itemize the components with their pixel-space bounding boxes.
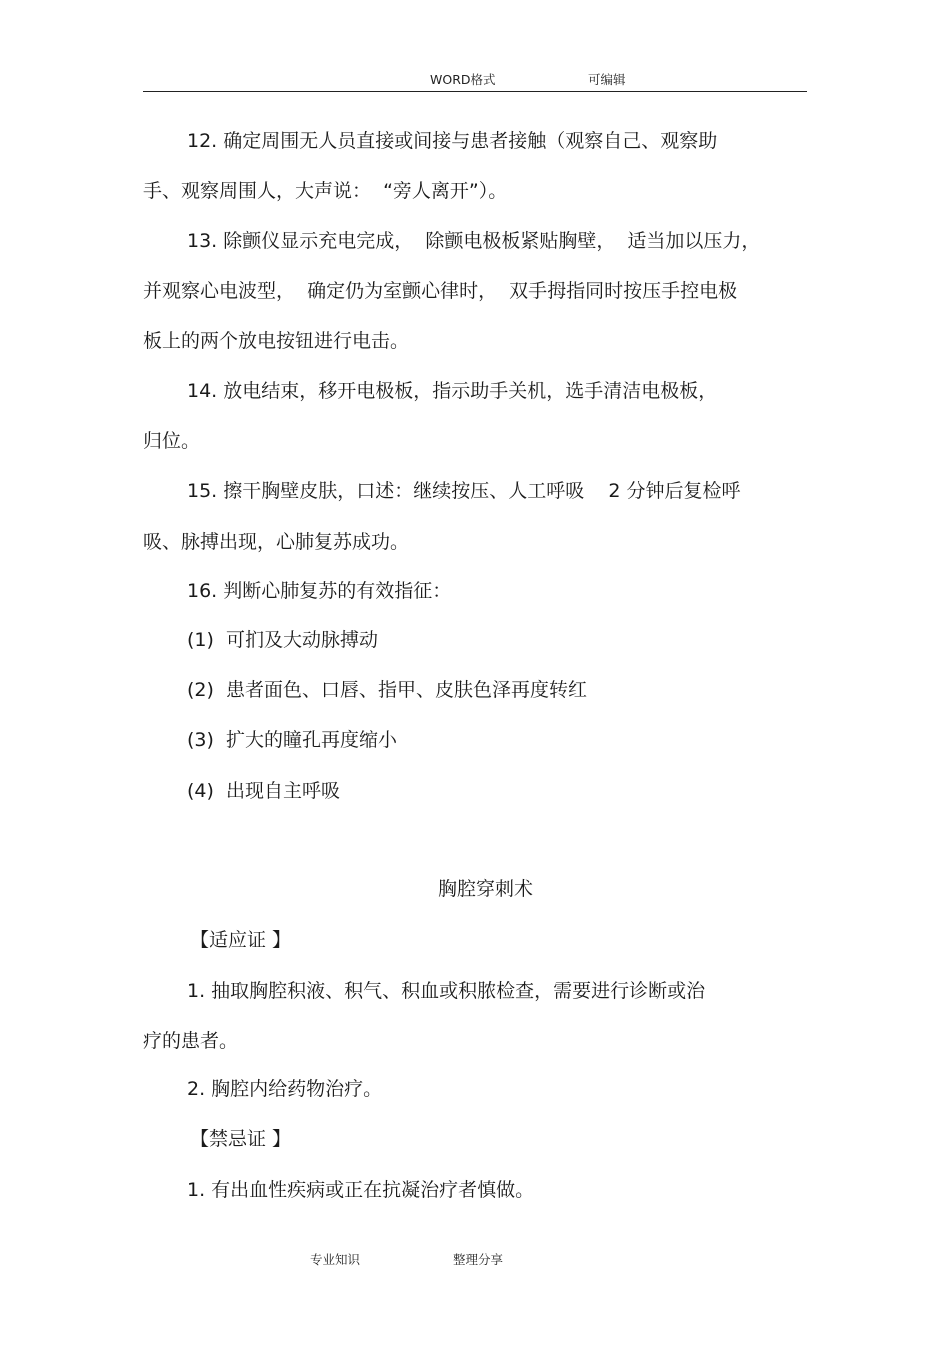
body-line: 1. 抽取胸腔积液、积气、积血或积脓检查，需要进行诊断或治 xyxy=(187,980,706,1002)
body-line: 12. 确定周围无人员直接或间接与患者接触（观察自己、观察助 xyxy=(187,130,718,152)
body-line: 15. 擦干胸壁皮肤，口述：继续按压、人工呼吸 2 分钟后复检呼 xyxy=(187,480,741,502)
body-line: 归位。 xyxy=(143,430,201,452)
header-right: 可编辑 xyxy=(588,72,626,87)
body-line: 13. 除颤仪显示充电完成， 除颤电极板紧贴胸壁， 适当加以压力， xyxy=(187,230,761,252)
list-item: (3) 扩大的瞳孔再度缩小 xyxy=(187,729,397,751)
footer-left: 专业知识 xyxy=(310,1252,361,1267)
section-heading: 【适应证 】 xyxy=(190,929,292,951)
body-line: 吸、脉搏出现，心肺复苏成功。 xyxy=(143,531,410,553)
body-line: 2. 胸腔内给药物治疗。 xyxy=(187,1078,383,1100)
body-line: 1. 有出血性疾病或正在抗凝治疗者慎做。 xyxy=(187,1179,535,1201)
list-item: (4) 出现自主呼吸 xyxy=(187,780,340,802)
body-line: 并观察心电波型， 确定仍为室颤心律时， 双手拇指同时按压手控电极 xyxy=(143,280,738,302)
list-item: (2) 患者面色、口唇、指甲、皮肤色泽再度转红 xyxy=(187,679,587,701)
header-left: WORD格式 xyxy=(430,72,496,87)
body-line: 14. 放电结束，移开电极板，指示助手关机，选手清洁电极板， xyxy=(187,380,718,402)
footer-right: 整理分享 xyxy=(453,1252,504,1267)
body-line: 16. 判断心肺复苏的有效指征： xyxy=(187,580,452,602)
body-line: 板上的两个放电按钮进行电击。 xyxy=(143,330,410,352)
section-heading: 【禁忌证 】 xyxy=(190,1128,292,1150)
section-title: 胸腔穿刺术 xyxy=(438,878,534,900)
body-line: 疗的患者。 xyxy=(143,1030,239,1052)
body-line: 手、观察周围人，大声说： “旁人离开”）。 xyxy=(143,180,508,202)
header-rule xyxy=(143,91,807,92)
list-item: (1) 可扪及大动脉搏动 xyxy=(187,629,378,651)
